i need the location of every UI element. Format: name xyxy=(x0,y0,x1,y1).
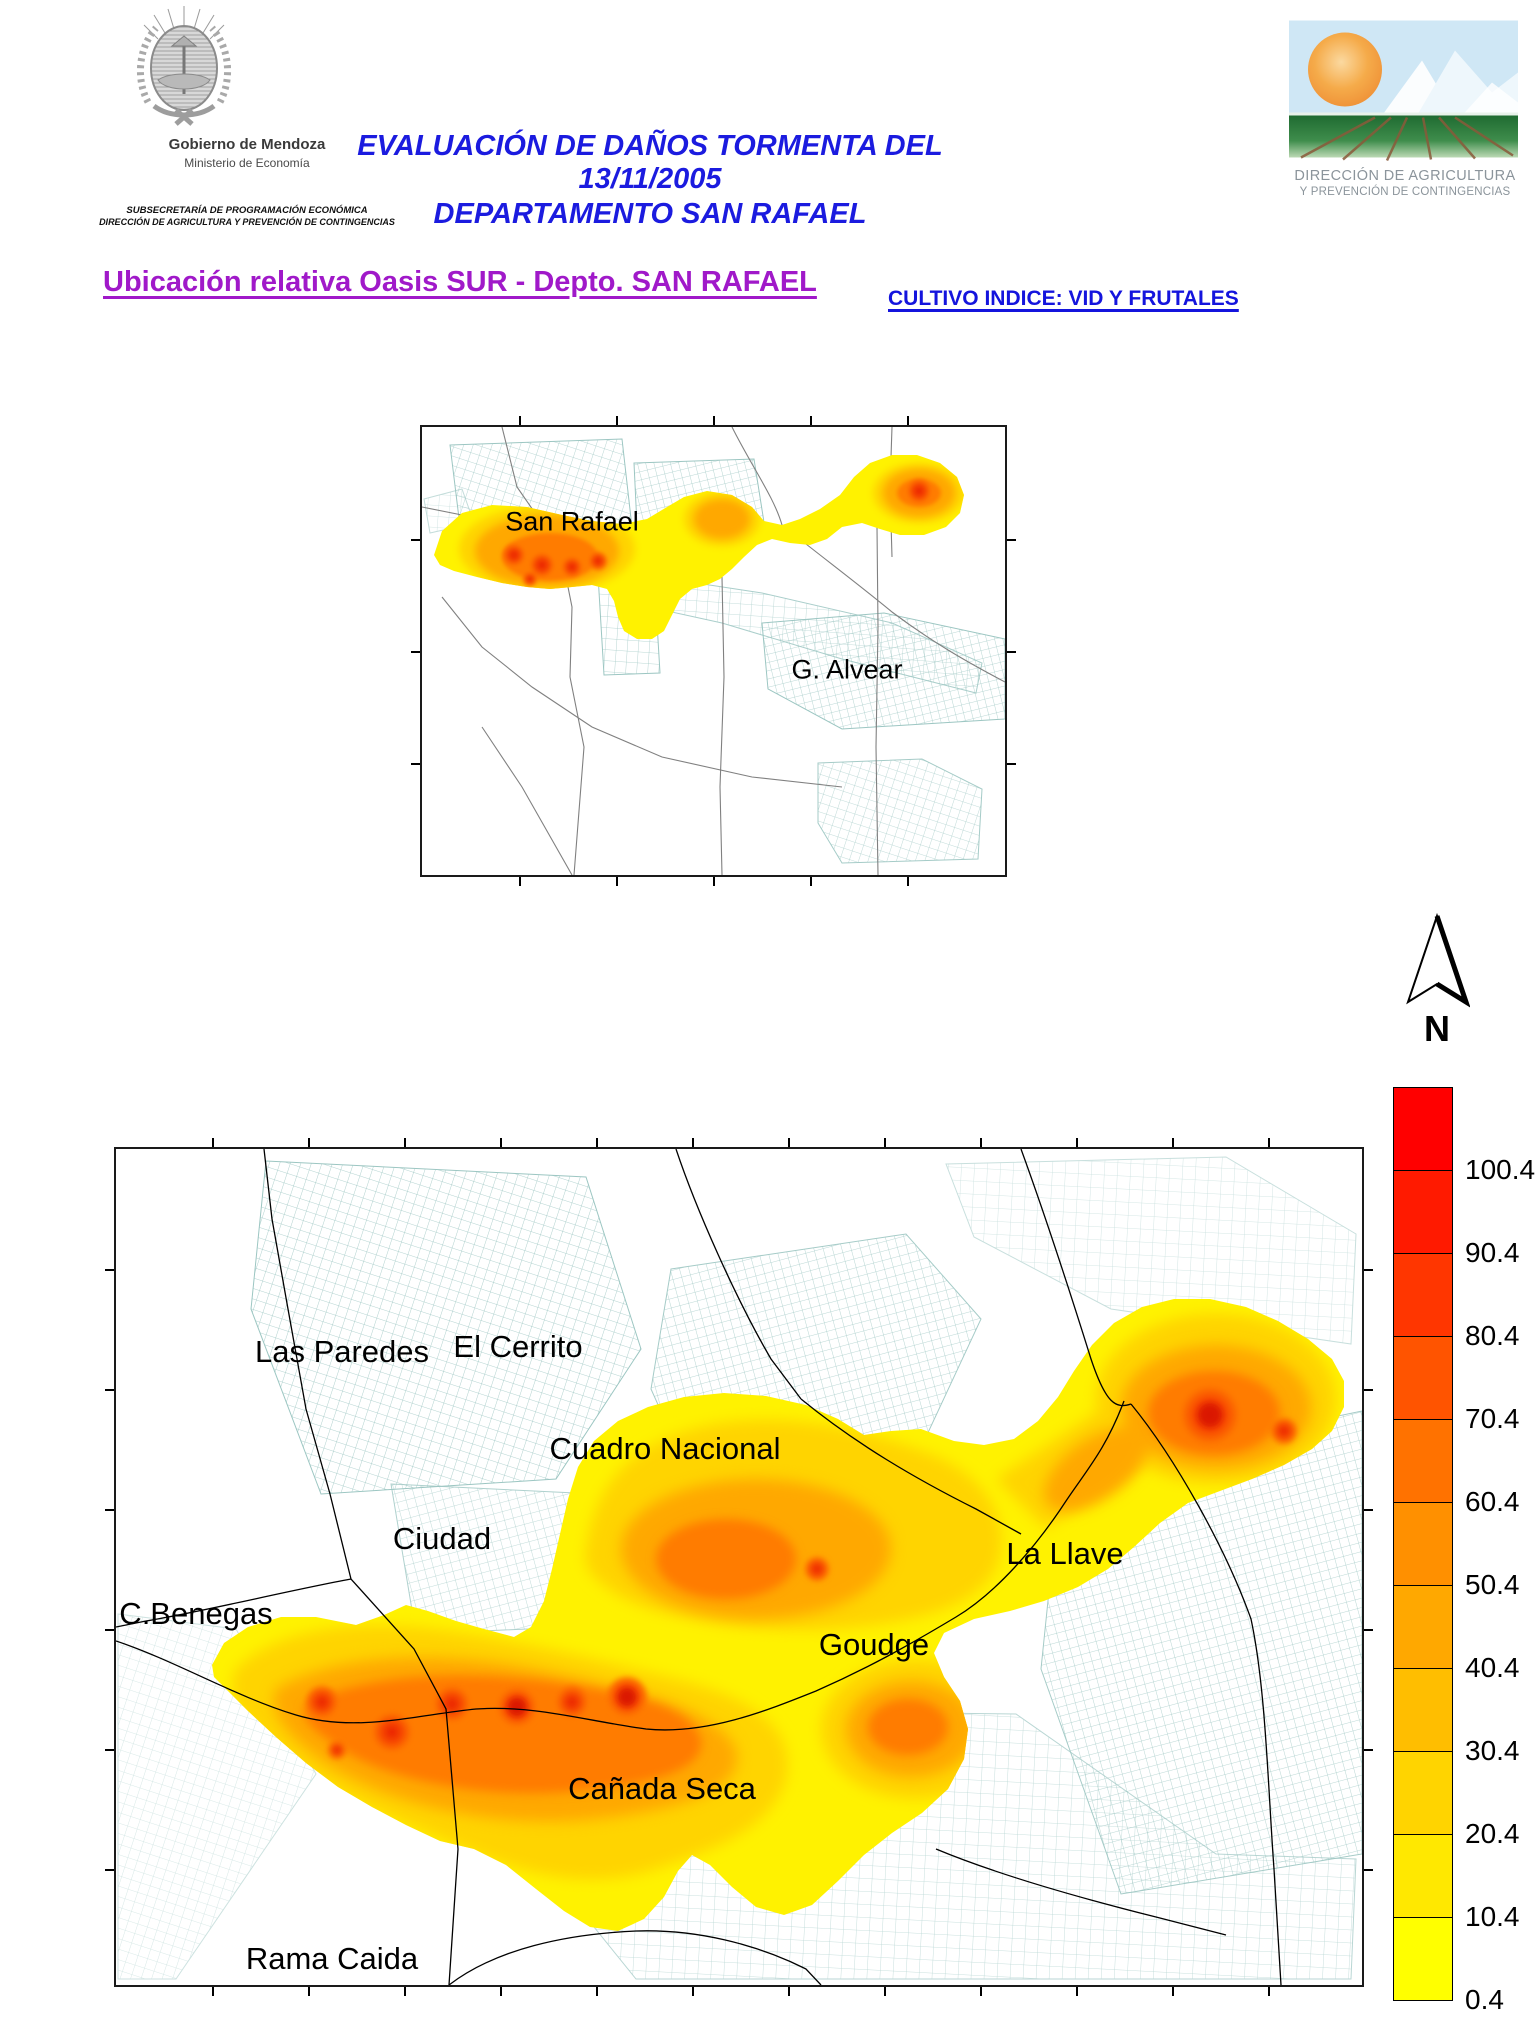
map-label: El Cerrito xyxy=(453,1329,583,1364)
map-frame-tick xyxy=(980,1987,982,1996)
legend-value-label: 10.4 xyxy=(1465,1901,1520,1932)
map-frame-tick xyxy=(1172,1138,1174,1147)
mendoza-coat-of-arms xyxy=(110,2,258,134)
legend-value-label: 90.4 xyxy=(1465,1237,1520,1268)
gov-subsecretariat-line: SUBSECRETARÍA DE PROGRAMACIÓN ECONÓMICA xyxy=(126,205,368,216)
map-frame-tick xyxy=(1007,763,1016,765)
legend-value-labels xyxy=(1393,1087,1540,2017)
map-frame-tick xyxy=(692,1138,694,1147)
map-label: Las Paredes xyxy=(254,1334,430,1369)
map-frame-tick xyxy=(404,1138,406,1147)
map-label: La Llave xyxy=(1006,1536,1124,1571)
map-label: San Rafael xyxy=(505,506,639,537)
map-frame-tick xyxy=(1172,1987,1174,1996)
map-frame-tick xyxy=(1076,1987,1078,1996)
map-frame-tick xyxy=(1364,1749,1373,1751)
map-frame-tick xyxy=(308,1138,310,1147)
map-frame-tick xyxy=(713,416,715,425)
map-frame-tick xyxy=(810,416,812,425)
map-frame-tick xyxy=(519,416,521,425)
legend-value-label: 100.4 xyxy=(1465,1154,1536,1185)
map-frame-tick xyxy=(411,539,420,541)
map-label: G. Alvear xyxy=(791,654,903,685)
map-label: Rama Caida xyxy=(245,1941,419,1976)
map-frame-tick xyxy=(105,1389,114,1391)
map-label: Ciudad xyxy=(392,1521,492,1556)
map-frame-tick xyxy=(907,416,909,425)
map-frame-tick xyxy=(1364,1389,1373,1391)
page-title-line1: EVALUACIÓN DE DAÑOS TORMENTA DEL 13/11/2005 xyxy=(357,130,943,195)
legend-value-label: 20.4 xyxy=(1465,1818,1520,1849)
main-map-labels xyxy=(116,1149,1362,1985)
map-frame-tick xyxy=(596,1138,598,1147)
legend-value-label: 70.4 xyxy=(1465,1403,1520,1434)
map-label: Cuadro Nacional xyxy=(549,1431,781,1466)
map-frame-tick xyxy=(500,1138,502,1147)
map-frame-tick xyxy=(1007,651,1016,653)
legend-value-label: 80.4 xyxy=(1465,1320,1520,1351)
map-frame-tick xyxy=(596,1987,598,1996)
map-frame-tick xyxy=(212,1138,214,1147)
map-frame-tick xyxy=(1364,1269,1373,1271)
north-label: N xyxy=(1424,1008,1450,1049)
map-frame-tick xyxy=(788,1138,790,1147)
map-frame-tick xyxy=(500,1987,502,1996)
map-frame-tick xyxy=(212,1987,214,1996)
map-frame-tick xyxy=(105,1749,114,1751)
map-frame-tick xyxy=(411,763,420,765)
gov-direction-line: DIRECCIÓN DE AGRICULTURA Y PREVENCIÓN DE CONTINGENCIAS xyxy=(99,217,395,227)
gov-ministry-name: Ministerio de Economía xyxy=(184,156,310,170)
map-frame-tick xyxy=(616,877,618,886)
agriculture-direction-logo xyxy=(1287,10,1520,165)
north-arrow-icon xyxy=(1404,912,1470,1012)
legend-value-label: 50.4 xyxy=(1465,1569,1520,1600)
map-frame-tick xyxy=(1007,539,1016,541)
map-frame-tick xyxy=(1076,1138,1078,1147)
overview-map xyxy=(420,425,1007,877)
subtitle-location: Ubicación relativa Oasis SUR - Depto. SAN RAFAEL xyxy=(103,266,817,298)
map-label: Goudge xyxy=(818,1627,930,1662)
map-frame-tick xyxy=(810,877,812,886)
subtitle-crop-index: CULTIVO INDICE: VID Y FRUTALES xyxy=(888,287,1239,310)
map-frame-tick xyxy=(907,877,909,886)
map-frame-tick xyxy=(980,1138,982,1147)
map-frame-tick xyxy=(1268,1987,1270,1996)
map-frame-tick xyxy=(884,1138,886,1147)
legend-value-label: 60.4 xyxy=(1465,1486,1520,1517)
main-damage-map xyxy=(114,1147,1364,1987)
legend-value-label: 30.4 xyxy=(1465,1735,1520,1766)
map-frame-tick xyxy=(105,1269,114,1271)
page-title-line2: DEPARTAMENTO SAN RAFAEL xyxy=(433,198,867,230)
map-frame-tick xyxy=(884,1987,886,1996)
map-frame-tick xyxy=(1364,1629,1373,1631)
map-frame-tick xyxy=(308,1987,310,1996)
right-logo-caption-line2: Y PREVENCIÓN DE CONTINGENCIAS xyxy=(1299,186,1511,198)
map-frame-tick xyxy=(713,877,715,886)
damage-color-scale xyxy=(1393,1087,1540,2017)
map-frame-tick xyxy=(105,1869,114,1871)
map-frame-tick xyxy=(1364,1509,1373,1511)
map-frame-tick xyxy=(692,1987,694,1996)
map-frame-tick xyxy=(1268,1138,1270,1147)
map-label: Cañada Seca xyxy=(568,1771,756,1806)
map-frame-tick xyxy=(105,1629,114,1631)
legend-value-label: 40.4 xyxy=(1465,1652,1520,1683)
map-frame-tick xyxy=(1364,1869,1373,1871)
map-frame-tick xyxy=(616,416,618,425)
right-logo-caption-line1: DIRECCIÓN DE AGRICULTURA xyxy=(1294,168,1516,184)
map-frame-tick xyxy=(411,651,420,653)
map-frame-tick xyxy=(788,1987,790,1996)
gov-org-name: Gobierno de Mendoza xyxy=(168,136,326,153)
map-frame-tick xyxy=(105,1509,114,1511)
map-frame-tick xyxy=(404,1987,406,1996)
map-label: C.Benegas xyxy=(119,1596,273,1631)
map-frame-tick xyxy=(519,877,521,886)
legend-value-label: 0.4 xyxy=(1465,1984,1504,2015)
overview-map-labels xyxy=(422,427,1005,875)
